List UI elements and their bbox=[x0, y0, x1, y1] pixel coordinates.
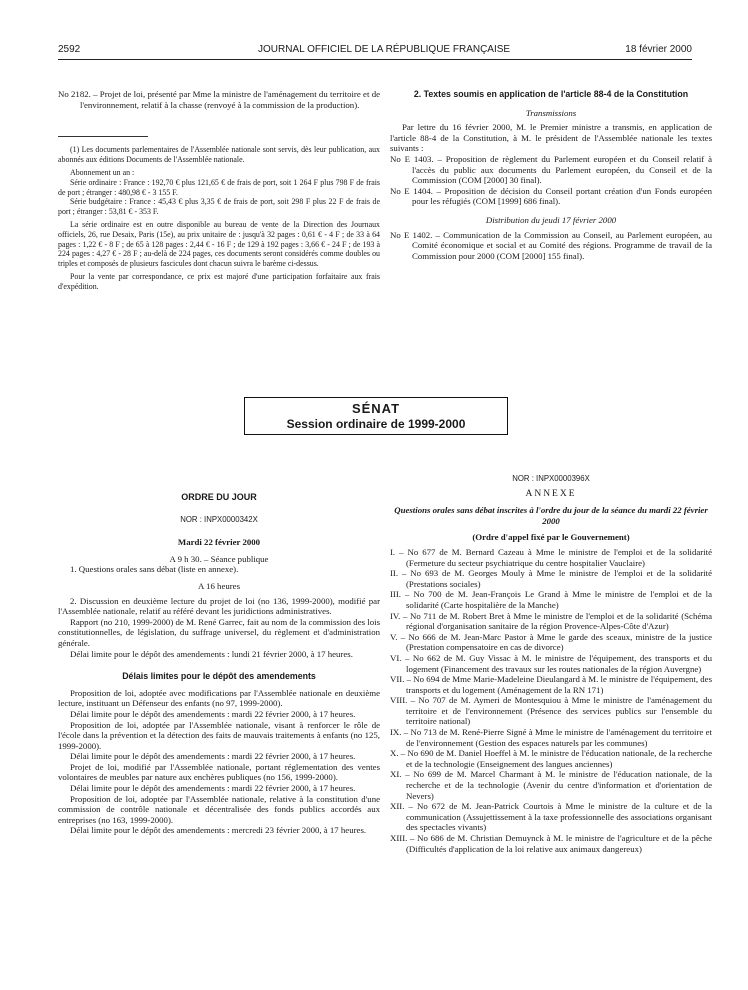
page-header bbox=[58, 44, 692, 58]
footnote-documents: (1) Les documents parlementaires de l'Assemblée nationale sont servis, dès leur publication, aux abonnés aux éditions Documents de l'Assemblée nationale. bbox=[58, 145, 380, 164]
question-item: V. – No 666 de M. Jean-Marc Pastor à Mme le garde des sceaux, ministre de la justice (Prestation compensatoire en cas de divorce) bbox=[390, 631, 712, 653]
abonnement-label: Abonnement un an : bbox=[70, 168, 135, 178]
page-number: 2592 bbox=[58, 44, 81, 55]
header-date: 18 février 2000 bbox=[625, 44, 692, 55]
delais-p3: Projet de loi, modifié par l'Assemblée nationale, portant réglementation des ventes volontaires de meubles par nature aux enchères publiques (no 156, 1999-2000). bbox=[58, 761, 380, 783]
heure-16: A 16 heures bbox=[197, 580, 241, 591]
vente-bureau: La série ordinaire est en outre disponible au bureau de vente de la Direction des Journaux officiels, 26, rue Desaix, Paris (15e), au prix unitaire de : jusqu'à 32 pages : 0,61 € - 4 F ; de 33 à 64 pages : 1,22 € - 8 F ; de 65 à 128 pages : 2,44 € - 16 F ; de 129 à 192 pages : 3,66 € - 24 F ; de 193 à 224 pages : 4,27 € - 28 F ; au-delà de 224 pages, ces documents seront considérés comme doubles ou triples et composés de plusieurs fascicules dont chacun suivra le barème ci-dessus. bbox=[58, 220, 380, 268]
delai-lundi: Délai limite pour le dépôt des amendements : lundi 21 février 2000, à 17 heures. bbox=[70, 648, 353, 659]
senat-banner bbox=[244, 397, 508, 435]
seance-publique: A 9 h 30. – Séance publique bbox=[169, 553, 269, 564]
item-e1402: No E 1402. – Communication de la Commission au Conseil, au Parlement européen, au Comité économique et social et au Comité des régions. Programme de travail de la Commission pour 2000 (COM [2000] 155 final). bbox=[390, 229, 712, 261]
footnote-rule bbox=[58, 136, 148, 137]
left-top-column bbox=[58, 89, 380, 292]
ordre-item-2: 2. Discussion en deuxième lecture du projet de loi (no 136, 1999-2000), modifié par l'Assemblée nationale, relatif au référé devant les juridictions administratives. bbox=[58, 595, 380, 617]
senat-title: SÉNAT bbox=[351, 401, 401, 416]
article-88-4-heading: 2. Textes soumis en application de l'article 88-4 de la Constitution bbox=[413, 89, 689, 99]
item-e1404: No E 1404. – Proposition de décision du Conseil portant création d'un Fonds européen pour les réfugiés (COM [1999] 686 final). bbox=[390, 185, 712, 207]
session-subtitle: Session ordinaire de 1999-2000 bbox=[286, 417, 466, 431]
projet-loi-2182: No 2182. – Projet de loi, présenté par Mme la ministre de l'aménagement du territoire et de l'environnement, relatif à la chasse (renvoyé à la commission de la production). bbox=[58, 89, 380, 110]
delais-d3: Délai limite pour le dépôt des amendements : mardi 22 février 2000, à 17 heures. bbox=[70, 783, 356, 794]
question-item: II. – No 693 de M. Georges Mouly à Mme le ministre de l'emploi et de la solidarité (Prestations sociales) bbox=[390, 568, 712, 589]
question-item: X. – No 690 de M. Daniel Hoeffel à M. le ministre de l'éducation nationale, de la recherche et de la technologie (Enseignement des langues anciennes) bbox=[390, 748, 712, 769]
transmission-intro: Par lettre du 16 février 2000, M. le Premier ministre a transmis, en application de l'article 88-4 de la Constitution, à M. le président de l'Assemblée nationale les textes suivants : bbox=[390, 122, 712, 154]
header-rule bbox=[58, 59, 692, 60]
delais-p4: Proposition de loi, adoptée par l'Assemblée nationale, relative à la constitution d'une commission de contrôle nationale et décentralisée des fonds publics accordés aux entreprises (no 163, 1999-2000). bbox=[58, 793, 380, 825]
question-item: XIII. – No 686 de M. Christian Demuynck à M. le ministre de l'agriculture et de la pêche (Difficultés d'application de la loi relative aux animaux dangereux) bbox=[390, 833, 712, 854]
question-item: VII. – No 694 de Mme Marie-Madeleine Dieulangard à M. le ministre de l'équipement, des transports et du logement (Aménagement de la RN 171) bbox=[390, 674, 712, 695]
question-item: XI. – No 699 de M. Marcel Charmant à M. le ministre de l'éducation nationale, de la recherche et de la technologie (Avenir du centre d'information et d'orientation de Nevers) bbox=[390, 769, 712, 801]
item-e1403: No E 1403. – Proposition de règlement du Parlement européen et du Conseil relatif à l'accès du public aux documents du Parlement européen, du Conseil et de la Commission (COM [2000] 30 final). bbox=[390, 153, 712, 186]
delais-p1: Proposition de loi, adoptée avec modifications par l'Assemblée nationale en deuxième lecture, instituant un Défenseur des enfants (no 97, 1999-2000). bbox=[58, 687, 380, 709]
question-item: III. – No 700 de M. Jean-François Le Grand à Mme le ministre de l'emploi et de la solidarité (Carte hospitalière de la Manche) bbox=[390, 589, 712, 610]
delais-heading: Délais limites pour le dépôt des amendements bbox=[122, 671, 316, 682]
right-bottom-column bbox=[390, 474, 712, 854]
delais-p2: Proposition de loi, adoptée par l'Assemblée nationale, visant à renforcer le rôle de l'école dans la prévention et la détection des faits de mauvais traitements à enfants (no 125, 1999-2000). bbox=[58, 719, 380, 751]
delais-d4: Délai limite pour le dépôt des amendements : mercredi 23 février 2000, à 17 heures. bbox=[70, 825, 367, 836]
ordre-appel: (Ordre d'appel fixé par le Gouvernement) bbox=[472, 532, 630, 543]
rapport-210: Rapport (no 210, 1999-2000) de M. René Garrec, fait au nom de la commission des lois constitutionnelles, de législation, du suffrage universel, du règlement et d'administration générale. bbox=[58, 616, 380, 648]
right-top-column bbox=[390, 89, 712, 261]
question-item: XII. – No 672 de M. Jean-Patrick Courtois à Mme le ministre de la culture et de la communication (Assujettissement à la taxe professionnelle des associations organisant des spectacles vivants) bbox=[390, 801, 712, 833]
delais-d1: Délai limite pour le dépôt des amendements : mardi 22 février 2000, à 17 heures. bbox=[70, 708, 356, 719]
ordre-nor: NOR : INPX0000342X bbox=[180, 514, 258, 524]
ordre-item-1: 1. Questions orales sans débat (liste en annexe). bbox=[70, 564, 239, 575]
journal-title: JOURNAL OFFICIEL DE LA RÉPUBLIQUE FRANÇAISE bbox=[258, 44, 511, 55]
delais-d2: Délai limite pour le dépôt des amendements : mardi 22 février 2000, à 17 heures. bbox=[70, 751, 356, 762]
ordre-du-jour-title: ORDRE DU JOUR bbox=[181, 492, 257, 502]
annexe-title: ANNEXE bbox=[525, 488, 577, 499]
serie-budgetaire: Série budgétaire : France : 45,43 € plus 3,35 € de frais de port, soit 298 F plus 22 F de frais de port ; étranger : 53,81 € - 353 F. bbox=[58, 197, 380, 216]
question-item: IV. – No 711 de M. Robert Bret à Mme le ministre de l'emploi et de la solidarité (Schéma régional d'organisation sanitaire de la région Provence-Alpes-Côte d'Azur) bbox=[390, 610, 712, 632]
left-bottom-column bbox=[58, 492, 380, 836]
transmissions-heading: Transmissions bbox=[525, 107, 577, 118]
question-item: VI. – No 662 de M. Guy Vissac à M. le ministre de l'équipement, des transports et du logement (Financement des travaux sur les routes nationales de la région Auvergne) bbox=[390, 652, 712, 674]
distribution-heading: Distribution du jeudi 17 février 2000 bbox=[485, 214, 617, 225]
annexe-subtitle: Questions orales sans débat inscrites à l'ordre du jour de la séance du mardi 22 février 2000 bbox=[394, 505, 708, 526]
question-item: VIII. – No 707 de M. Aymeri de Montesquiou à Mme le ministre de l'aménagement du territoire et de l'environnement (Présence des services publics sur l'ensemble du territoire national) bbox=[390, 695, 712, 727]
question-item: IX. – No 713 de M. René-Pierre Signé à Mme le ministre de l'aménagement du territoire et de l'environnement (Gestion des espaces naturels par les communes) bbox=[390, 727, 712, 748]
question-item: I. – No 677 de M. Bernard Cazeau à Mme le ministre de l'emploi et de la solidarité (Fermeture du secteur psychiatrique du centre hospitalier Vauclaire) bbox=[390, 546, 712, 568]
annexe-nor: NOR : INPX0000396X bbox=[512, 474, 590, 483]
serie-ordinaire: Série ordinaire : France : 192,70 € plus 121,65 € de frais de port, soit 1 264 F plus 798 F de frais de port ; étranger : 480,98 € - 3 155 F. bbox=[58, 177, 380, 197]
ordre-date: Mardi 22 février 2000 bbox=[177, 537, 261, 548]
vente-correspondance: Pour la vente par correspondance, ce prix est majoré d'une participation forfaitaire aux frais d'expédition. bbox=[58, 272, 380, 291]
